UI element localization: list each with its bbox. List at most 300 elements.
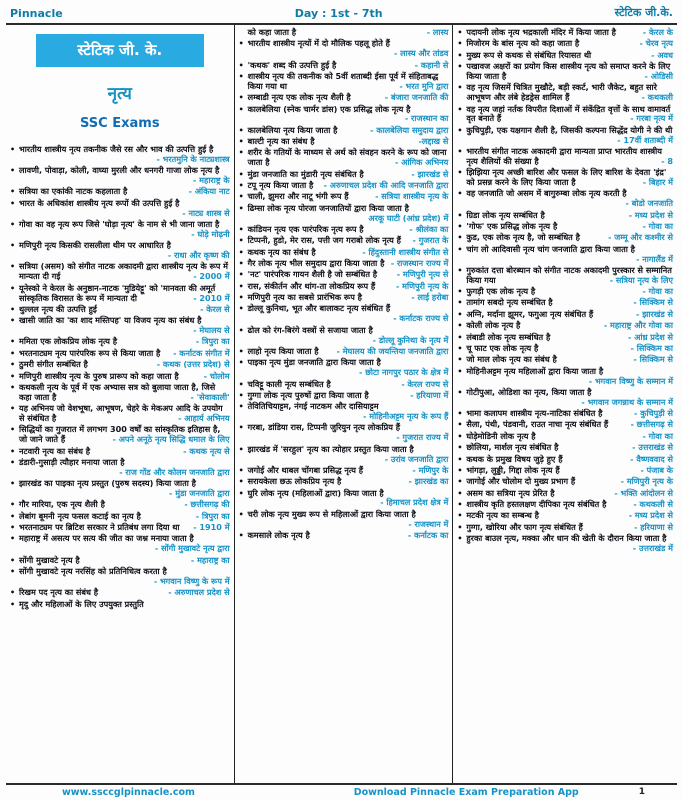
answer-text: - 'सेवाकाली' bbox=[190, 391, 230, 402]
answer-text: - गोवा का bbox=[642, 430, 673, 441]
question-text: गैर लोक नृत्य भील समुदाय द्वारा किया जाता है bbox=[247, 258, 385, 269]
bullet-icon: • bbox=[238, 358, 244, 368]
bullet-icon: • bbox=[238, 192, 244, 202]
qa-item bbox=[239, 489, 449, 509]
question-text: सोंगी मुखावटे नृत्य नरसिंह को प्रतिनिधित्व करता है bbox=[19, 566, 167, 577]
bullet-icon: • bbox=[457, 355, 463, 365]
bullet-icon: • bbox=[457, 125, 463, 135]
qa-item bbox=[457, 432, 673, 442]
bullet-icon: • bbox=[10, 360, 16, 370]
qa-item bbox=[10, 284, 230, 304]
bullet-icon: • bbox=[238, 169, 244, 179]
bullet-icon: • bbox=[457, 210, 463, 220]
qa-item bbox=[10, 262, 230, 282]
bullet-icon: • bbox=[457, 522, 463, 532]
qa-item bbox=[239, 282, 449, 292]
bullet-icon: • bbox=[238, 325, 244, 335]
qa-item bbox=[239, 39, 449, 59]
question-text: असम का सत्रिया नृत्य प्रेरित है bbox=[466, 487, 555, 498]
question-text: भामा कलापम शास्त्रीय नृत्य-नाटिका संबंधित है bbox=[466, 408, 603, 419]
footer-app-link[interactable]: Download Pinnacle Exam Preparation App bbox=[353, 786, 579, 798]
answer-text: - मेघालय की जयन्तिया जनजाति द्वारा bbox=[336, 345, 449, 356]
answer-text: - लास्य bbox=[426, 27, 449, 37]
bullet-icon: • bbox=[10, 166, 16, 176]
qa-item bbox=[457, 126, 673, 146]
question-text: ग्रिडा लोक नृत्य सम्बंधित है bbox=[466, 209, 545, 220]
answer-text: - कर्नाटक राज्य से bbox=[393, 313, 449, 324]
qa-item bbox=[457, 523, 673, 533]
answer-text: - 2000 में bbox=[193, 271, 230, 282]
bullet-icon: • bbox=[10, 479, 16, 489]
question-text: 'कथक' शब्द की उत्पत्ति हुई है bbox=[247, 59, 337, 70]
bullet-icon: • bbox=[10, 588, 16, 598]
question-text: वह नृत्य जहां नर्तक विपरीत दिशाओं में संकेंद्रित वृत्तों के साथ वामावर्त वृत बनाते हैं bbox=[466, 103, 671, 124]
answer-text: - बोडो जनजाति bbox=[625, 198, 673, 209]
bullet-icon: • bbox=[238, 93, 244, 103]
bullet-icon: • bbox=[457, 221, 463, 231]
bullet-icon: • bbox=[10, 382, 16, 392]
qa-item bbox=[239, 270, 449, 280]
answer-text: - झारखंड से bbox=[636, 308, 673, 319]
question-text: लेबांग बूमनी नृत्य फसल कटाई का नृत्य है bbox=[19, 510, 141, 521]
bullet-icon: • bbox=[457, 332, 463, 342]
question-text: भांगड़ा, लुड्डी, गिद्दा लोक नृत्य हैं bbox=[466, 464, 560, 475]
qa-item bbox=[239, 391, 449, 401]
question-text: मुख्य रूप से कथक से संबंधित रियासत थी bbox=[466, 49, 592, 60]
question-text: गौर मारिया, एक नृत्य शैली है bbox=[19, 499, 105, 510]
bullet-icon: • bbox=[10, 425, 16, 435]
question-text: जगोई और थाबल चोंगबा प्रसिद्ध नृत्य हैं bbox=[247, 464, 364, 475]
bullet-icon: • bbox=[457, 431, 463, 441]
question-text: मृदु और महिलाओं के लिए उपयुक्त प्रस्तुति bbox=[19, 598, 144, 609]
answer-text: - महाराष्ट्र का bbox=[190, 554, 230, 565]
question-text: ढिम्सा लोक नृत्य पोरजा जनजातियों द्वारा किया जाता है bbox=[247, 202, 409, 213]
qa-list-middle bbox=[239, 28, 449, 541]
qa-item bbox=[10, 383, 230, 403]
question-text: मटकी नृत्य का सम्बन्ध है bbox=[466, 510, 539, 521]
exam-label: SSC Exams bbox=[80, 116, 160, 131]
bullet-icon: • bbox=[238, 304, 244, 314]
bullet-icon: • bbox=[238, 346, 244, 356]
question-text: पदायनी लोक नृत्य भद्रकाली मंदिर में किया जाता है bbox=[466, 27, 616, 37]
answer-text: - मणिपुरी नृत्य के bbox=[395, 280, 449, 291]
qa-item bbox=[10, 337, 230, 347]
bullet-icon: • bbox=[238, 247, 244, 257]
bullet-icon: • bbox=[238, 531, 244, 541]
question-text: गरबा, डांडिया रास, टिप्पनी जुरियुन नृत्य लोकप्रिय हैं bbox=[247, 422, 401, 433]
qa-item bbox=[239, 105, 449, 125]
bullet-icon: • bbox=[10, 599, 16, 609]
qa-item bbox=[239, 181, 449, 191]
qa-item bbox=[457, 266, 673, 286]
qa-item bbox=[10, 458, 230, 478]
question-text: झिझिया नृत्य अच्छी बारिश और फसल के लिए बारिश के देवता 'इंद्र' को प्रसन्न करने के लिए किया जाता है bbox=[466, 167, 667, 188]
question-text: थुल्लल नृत्य की उत्पत्ति हुई bbox=[19, 303, 97, 314]
bullet-icon: • bbox=[457, 488, 463, 498]
question-text: यह अभिनय जो वेशभूषा, आभूषण, चेहरे के मेकअप आदि के उपयोग से संबंधित है bbox=[19, 403, 223, 423]
answer-text: - ओडिसी bbox=[644, 70, 673, 81]
question-text: टपू नृत्य किया जाता है bbox=[247, 180, 314, 191]
bullet-icon: • bbox=[238, 203, 244, 213]
bullet-icon: • bbox=[10, 198, 16, 208]
qa-item bbox=[10, 349, 230, 359]
header-brand: Pinnacle bbox=[10, 7, 63, 20]
qa-item bbox=[457, 534, 673, 554]
bullet-icon: • bbox=[457, 309, 463, 319]
question-text: गोटीपुआ, ओडिशा का नृत्य, किया जाता है bbox=[466, 386, 592, 397]
qa-item bbox=[457, 28, 673, 38]
content-columns bbox=[6, 25, 677, 783]
answer-text: - अवध bbox=[651, 49, 673, 60]
bullet-icon: • bbox=[457, 511, 463, 521]
question-text: कथकली नृत्य के पूर्व में एक अभ्यास सत्र को बुलाया जाता है, जिसे कहा जाता है bbox=[19, 381, 216, 402]
answer-text: - नाट्य शास्त्र से bbox=[182, 207, 230, 218]
qa-item bbox=[239, 93, 449, 103]
answer-text: - लास्य और तांडव bbox=[393, 48, 449, 59]
question-text: सैला, पंथी, पंडवानी, राउत नाचा नृत्य संबंधित हैं bbox=[466, 419, 609, 430]
question-text: 'गोफ' एक प्रसिद्ध लोक नृत्य है bbox=[466, 220, 558, 231]
question-text: सत्रिया (असम) को संगीत नाटक अकादमी द्वारा शास्त्रीय नृत्य के रूप में मान्यता दी गई bbox=[19, 261, 229, 282]
bullet-icon: • bbox=[238, 281, 244, 291]
bullet-icon: • bbox=[457, 50, 463, 60]
column-left bbox=[6, 25, 234, 783]
qa-item bbox=[10, 145, 230, 165]
answer-text: - गोवा का bbox=[642, 220, 673, 231]
answer-text: - 8 bbox=[661, 155, 673, 166]
question-text: डंडारी-गुसाड़ी त्यौहार मनाया जाता है bbox=[19, 456, 125, 467]
question-text: गोवा का वह नृत्य रूप जिसे 'घोड़ा नृत्य' के नाम से भी जाना जाता है bbox=[19, 219, 220, 230]
bullet-icon: • bbox=[238, 379, 244, 389]
answer-text: - केरल से bbox=[200, 303, 230, 314]
qa-item bbox=[239, 126, 449, 136]
bullet-icon: • bbox=[457, 465, 463, 475]
bullet-icon: • bbox=[238, 148, 244, 158]
answer-text: - मोहिनीअट्टम नृत्य के रूप हैं bbox=[363, 411, 449, 422]
qa-item bbox=[239, 326, 449, 346]
answer-text: - हिमाचल प्रदेश क्षेत्र में bbox=[380, 497, 449, 508]
answer-text: - मणिपुर के bbox=[412, 464, 449, 475]
subject-title: नृत्य bbox=[107, 84, 132, 104]
answer-text: - कथकली से bbox=[633, 498, 673, 509]
answer-text: - अपने अनूठे नृत्य सिद्धि धमाल के लिए bbox=[112, 434, 230, 445]
question-text: कालबेलिया (स्नेक चार्मर डांस) एक प्रसिद्ध लोक नृत्य है bbox=[247, 103, 411, 114]
question-text: फुगड़ी एक लोक नृत्य है bbox=[466, 286, 536, 297]
question-text: गुग्गा लोक नृत्य पुरुषों द्वारा किया जाता है bbox=[247, 389, 369, 400]
question-text: खासी जाति का 'का शाद मस्तिपह' या विजय नृत्य का संबंध है bbox=[19, 315, 202, 326]
qa-item bbox=[457, 344, 673, 354]
question-text: बाल्टी नृत्य का संबंध है bbox=[247, 136, 315, 147]
question-text: कथक के प्रमुख विषय जुड़े हुए हैं bbox=[466, 453, 563, 464]
bullet-icon: • bbox=[457, 477, 463, 487]
bullet-icon: • bbox=[10, 567, 16, 577]
qa-item bbox=[10, 588, 230, 598]
answer-text: - सिक्किम से bbox=[633, 354, 673, 365]
header-day-range: Day : 1st - 7th bbox=[294, 7, 383, 20]
answer-text: - हरियाणा से bbox=[634, 521, 673, 532]
qa-item bbox=[10, 425, 230, 445]
answer-text: - आंगिक अभिनय bbox=[395, 157, 449, 168]
answer-text: - बिहार में bbox=[642, 177, 673, 188]
answer-text: -लद्दाख से bbox=[418, 136, 449, 147]
qa-item bbox=[457, 477, 673, 487]
answer-text: - मणिपुरी नृत्य से bbox=[396, 269, 449, 280]
question-text: डोल्लू कुनिथा, भूत और बालाकट नृत्य संबंधित हैं bbox=[247, 303, 391, 314]
answer-text: - कथक (उत्तर प्रदेश) से bbox=[156, 359, 230, 370]
bullet-icon: • bbox=[10, 523, 16, 533]
bullet-icon: • bbox=[10, 304, 16, 314]
bullet-icon: • bbox=[10, 348, 16, 358]
question-text: लावणी, पोवाड़ा, कोली, वाघ्या मुरली और धनगरी गाजा लोक नृत्य है bbox=[19, 165, 220, 176]
question-text: भारतीय शास्त्रीय नृत्य तकनीक जैसे रस और भाव की उत्पत्ति हुई है bbox=[19, 144, 214, 154]
question-text: कथक नृत्य का संबंध है bbox=[247, 246, 316, 257]
question-text: झारखंड में 'सरहुल' नृत्य का त्योहार प्रस्तुत किया जाता है bbox=[247, 443, 414, 454]
answer-text: - सत्रिया नृत्य के लिए bbox=[609, 274, 673, 285]
qa-item bbox=[239, 347, 449, 357]
question-text: शरीर के गतियों के माध्यम से अर्थ को संवहन करने के रूप को जाना जाता है bbox=[247, 147, 447, 168]
bullet-icon: • bbox=[457, 387, 463, 397]
bullet-icon: • bbox=[457, 409, 463, 419]
bullet-icon: • bbox=[10, 371, 16, 381]
bullet-icon: • bbox=[10, 337, 16, 347]
qa-item bbox=[457, 321, 673, 331]
bullet-icon: • bbox=[457, 244, 463, 254]
answer-text: - कर्नाटक का bbox=[407, 530, 449, 541]
question-text: कालबेलिया नृत्य किया जाता है bbox=[247, 124, 338, 135]
answer-text: अरकू घाटी (आंध्र प्रदेश) में bbox=[368, 212, 449, 223]
qa-item bbox=[10, 512, 230, 522]
question-text: भारतीय शास्त्रीय नृत्यों में दो मौलिक पहलू होते हैं bbox=[247, 38, 390, 49]
answer-text: - महाराष्ट्र और गोवा का bbox=[603, 320, 673, 331]
question-text: चांग लो आदिवासी नृत्य चांग जनजाति द्वारा किया जाता है bbox=[466, 243, 635, 254]
answer-text: - 1910 में bbox=[193, 522, 230, 533]
answer-text: - त्रिपुरा का bbox=[195, 336, 230, 347]
question-text: सोंगी मुखावटे नृत्य है bbox=[19, 554, 80, 565]
qa-item bbox=[457, 147, 673, 167]
qa-item bbox=[10, 316, 230, 336]
question-text: वह नृत्य जिसमें चित्रित मुखौटे, बड़ी स्कर्ट, भारी जैकेट, बहुत सारे आभूषण और लंबे हेडड्रेस शामिल हैं bbox=[466, 82, 657, 103]
qa-item bbox=[239, 137, 449, 147]
qa-item bbox=[457, 287, 673, 297]
bullet-icon: • bbox=[457, 62, 463, 72]
qa-item bbox=[10, 372, 230, 382]
qa-item bbox=[239, 248, 449, 258]
question-text: चविट्टू काली नृत्य सम्बंधित है bbox=[247, 378, 331, 389]
answer-text: - हिंदुस्तानी शास्त्रीय संगीत से bbox=[362, 246, 449, 257]
qa-item bbox=[457, 443, 673, 453]
qa-item bbox=[10, 523, 230, 533]
static-gk-title-box: स्टेटिक जी. के. bbox=[36, 34, 204, 67]
question-text: लम्बाडी नृत्य एक लोक नृत्य शैली है bbox=[247, 92, 351, 103]
answer-text: - त्रिपुरा का bbox=[195, 510, 230, 521]
qa-item bbox=[457, 333, 673, 343]
qa-item bbox=[239, 293, 449, 303]
bullet-icon: • bbox=[457, 420, 463, 430]
question-text: कांडियन नृत्य एक पारंपरिक नृत्य रूप है bbox=[247, 223, 364, 234]
qa-list-left bbox=[10, 145, 230, 609]
question-text: सरायकेला छऊ लोकप्रिय नृत्य है bbox=[247, 476, 342, 487]
question-text: मोहिनीअट्टम नृत्य महिलाओं द्वारा किया जाता है bbox=[466, 365, 604, 376]
question-text: नटवारी नृत्य का संबंध है bbox=[19, 445, 91, 456]
question-text: गुरुकांत दत्ता बोरब्यान को संगीत नाटक अकादमी पुरस्कार से सम्मानित किया गया bbox=[466, 264, 672, 285]
answer-text: - गुजरात के bbox=[412, 235, 449, 246]
answer-text: - भगवान जगन्नाथ के सम्मान में bbox=[581, 396, 673, 407]
qa-item bbox=[239, 148, 449, 168]
answer-text: - राजस्थान का bbox=[404, 113, 449, 124]
qa-item bbox=[457, 51, 673, 61]
bullet-icon: • bbox=[457, 189, 463, 199]
bullet-icon: • bbox=[457, 443, 463, 453]
answer-text: - वैष्णववाद से bbox=[630, 453, 673, 464]
question-text: कमसाले लोक नृत्य है bbox=[247, 530, 310, 541]
bullet-icon: • bbox=[10, 187, 16, 197]
answer-text: - अरुणाचल प्रदेश से bbox=[168, 587, 230, 598]
bullet-icon: • bbox=[238, 71, 244, 81]
bullet-icon: • bbox=[10, 457, 16, 467]
qa-item bbox=[10, 305, 230, 315]
qa-item bbox=[239, 380, 449, 390]
answer-text: - कुचिपुड़ी से bbox=[634, 408, 673, 419]
answer-text: - झारखंड का bbox=[408, 476, 449, 487]
answer-text: - झारखंड से bbox=[411, 168, 449, 179]
question-text: भरतनाट्यम नृत्य पारंपरिक रूप से किया जाता है bbox=[19, 347, 161, 358]
bullet-icon: • bbox=[457, 233, 463, 243]
bullet-icon: • bbox=[238, 60, 244, 70]
answer-text: - मध्य प्रदेश से bbox=[628, 510, 673, 521]
qa-item bbox=[239, 510, 449, 530]
bullet-icon: • bbox=[457, 287, 463, 297]
question-text: मणिपुरी नृत्य किसकी रासलीला थीम पर आधारित है bbox=[19, 240, 171, 251]
answer-text: - 17वीं शताब्दी में bbox=[617, 134, 673, 145]
question-text: 'नट' पारंपरिक गायन शैली है जो सम्बंधित है bbox=[247, 269, 378, 280]
answer-text: - श्रीलंका का bbox=[409, 223, 449, 234]
qa-item bbox=[457, 455, 673, 465]
question-text: चाली, झुमरा और नाटू भंगी रूप हैं bbox=[247, 191, 349, 202]
answer-text: - आंध्र प्रदेश से bbox=[628, 331, 673, 342]
qa-item bbox=[10, 534, 230, 554]
question-text: चू फाट एक लोक नृत्य है bbox=[466, 342, 539, 353]
answer-text: - छत्तीसगढ़ से bbox=[630, 419, 673, 430]
question-text: अग्नि, मर्दाना झूमर, फगुआ नृत्य संबंधित हैं bbox=[466, 308, 594, 319]
bullet-icon: • bbox=[238, 488, 244, 498]
qa-item bbox=[239, 445, 449, 465]
bullet-icon: • bbox=[457, 265, 463, 275]
column-right bbox=[453, 25, 677, 783]
qa-item bbox=[239, 28, 449, 38]
answer-text: - मध्य प्रदेश से bbox=[628, 209, 673, 220]
qa-item bbox=[239, 259, 449, 269]
question-text: सिद्धियों का गुजरात में लगभग 300 वर्षों का सांस्कृतिक इतिहास है, जो जाने जाते हैं bbox=[19, 424, 221, 445]
bullet-icon: • bbox=[238, 125, 244, 135]
question-text: ममिता एक लोकप्रिय लोक नृत्य है bbox=[19, 336, 118, 347]
answer-text: - सोंगी मुखावटे नृत्य द्वारा bbox=[154, 543, 230, 554]
qa-item bbox=[239, 402, 449, 422]
bullet-icon: • bbox=[238, 444, 244, 454]
qa-item bbox=[457, 233, 673, 243]
qa-item bbox=[239, 477, 449, 487]
answer-text: - अंकिया नाट bbox=[188, 186, 230, 197]
bullet-icon: • bbox=[10, 404, 16, 414]
qa-item bbox=[10, 360, 230, 370]
bullet-icon: • bbox=[238, 270, 244, 280]
qa-item bbox=[457, 511, 673, 521]
question-text: रास, संकीर्तन और थांग-ता लोकप्रिय रूप हैं bbox=[247, 280, 376, 291]
qa-item bbox=[239, 423, 449, 443]
question-text: भारतीय संगीत नाटक अकादमी द्वारा मान्यता प्राप्त भारतीय शास्त्रीय नृत्य शैलियों की संख्या है bbox=[466, 145, 662, 166]
qa-item bbox=[239, 225, 449, 235]
bullet-icon: • bbox=[457, 104, 463, 114]
bullet-icon: • bbox=[10, 241, 16, 251]
footer-website-link[interactable]: www.ssccglpinnacle.com bbox=[62, 786, 195, 798]
page-footer bbox=[6, 783, 677, 798]
bullet-icon: • bbox=[10, 534, 16, 544]
answer-text: - गरबा नृत्य में bbox=[630, 113, 673, 124]
qa-item bbox=[239, 358, 449, 378]
answer-text: - घोड़े मोढ़नी bbox=[191, 228, 230, 239]
qa-item bbox=[457, 409, 673, 419]
answer-text: - केरल राज्य से bbox=[401, 378, 449, 389]
question-text: कुड, एक लोक नृत्य है, जो सम्बंधित है bbox=[466, 232, 580, 243]
bullet-icon: • bbox=[238, 39, 244, 49]
answer-text: - महाराष्ट्र के bbox=[193, 175, 230, 186]
qa-item bbox=[239, 236, 449, 246]
question-text: मणिपुरी शास्त्रीय नृत्य के पुरुष प्रारूप को कहा जाता है bbox=[19, 370, 179, 381]
question-text: कोली लोक नृत्य है bbox=[466, 320, 521, 331]
page-header bbox=[6, 3, 677, 25]
bullet-icon: • bbox=[10, 283, 16, 293]
answer-text: - कथक नृत्य से bbox=[183, 445, 230, 456]
bullet-icon: • bbox=[457, 321, 463, 331]
qa-item bbox=[10, 187, 230, 197]
answer-text: - मणिपुरी नृत्य के bbox=[620, 476, 673, 487]
bullet-icon: • bbox=[238, 423, 244, 433]
bullet-icon: • bbox=[238, 293, 244, 303]
question-text: घोड़ेमोडिनी लोक नृत्य है bbox=[466, 430, 536, 441]
qa-item bbox=[239, 72, 449, 92]
qa-item bbox=[457, 310, 673, 320]
answer-text: - राजस्थान में bbox=[408, 518, 449, 529]
qa-item bbox=[10, 500, 230, 510]
question-text: को कहा जाता है bbox=[247, 27, 297, 37]
answer-text: - चोलोम bbox=[203, 370, 230, 381]
answer-text: - बंजारा जनजाति की bbox=[384, 92, 449, 103]
bullet-icon: • bbox=[238, 259, 244, 269]
bullet-icon: • bbox=[10, 220, 16, 230]
answer-text: - आहार्य अभिनय bbox=[178, 412, 230, 423]
answer-text: - कालबेलिया समुदाय द्वारा bbox=[370, 124, 449, 135]
qa-item bbox=[457, 367, 673, 387]
bullet-icon: • bbox=[238, 390, 244, 400]
answer-text: - भगवान विष्णु के रूप में bbox=[153, 575, 230, 586]
answer-text: - राधा और कृष्ण की bbox=[167, 250, 230, 261]
bullet-icon: • bbox=[10, 446, 16, 456]
question-text: भरतनाट्यम पर ब्रिटिश सरकार ने प्रतिबंध लगा दिया था bbox=[19, 522, 180, 533]
answer-text: - राज गोंड और कोलम जनजाति द्वारा bbox=[119, 466, 230, 477]
answer-text: - सत्रिया शास्त्रीय नृत्य के bbox=[375, 191, 449, 202]
qa-item bbox=[239, 204, 449, 224]
qa-item bbox=[457, 355, 673, 365]
question-text: गुग्गा, खोरिया और फाग नृत्य संबंधित हैं bbox=[466, 521, 583, 532]
answer-text: - मुंडा जनजाति द्वारा bbox=[169, 488, 230, 498]
answer-text: - डोल्लू कुनिथा के नृत्य में bbox=[372, 334, 449, 345]
qa-item bbox=[10, 567, 230, 587]
answer-text: - हरियाणा में bbox=[410, 389, 449, 400]
bullet-icon: • bbox=[238, 137, 244, 147]
answer-text: - कहानी से bbox=[414, 59, 449, 70]
qa-item bbox=[239, 531, 449, 541]
qa-item bbox=[239, 192, 449, 202]
question-text: लाहो नृत्य किया जाता है bbox=[247, 345, 319, 356]
question-text: तामांग सबदो नृत्य सम्बंधित है bbox=[466, 297, 553, 308]
